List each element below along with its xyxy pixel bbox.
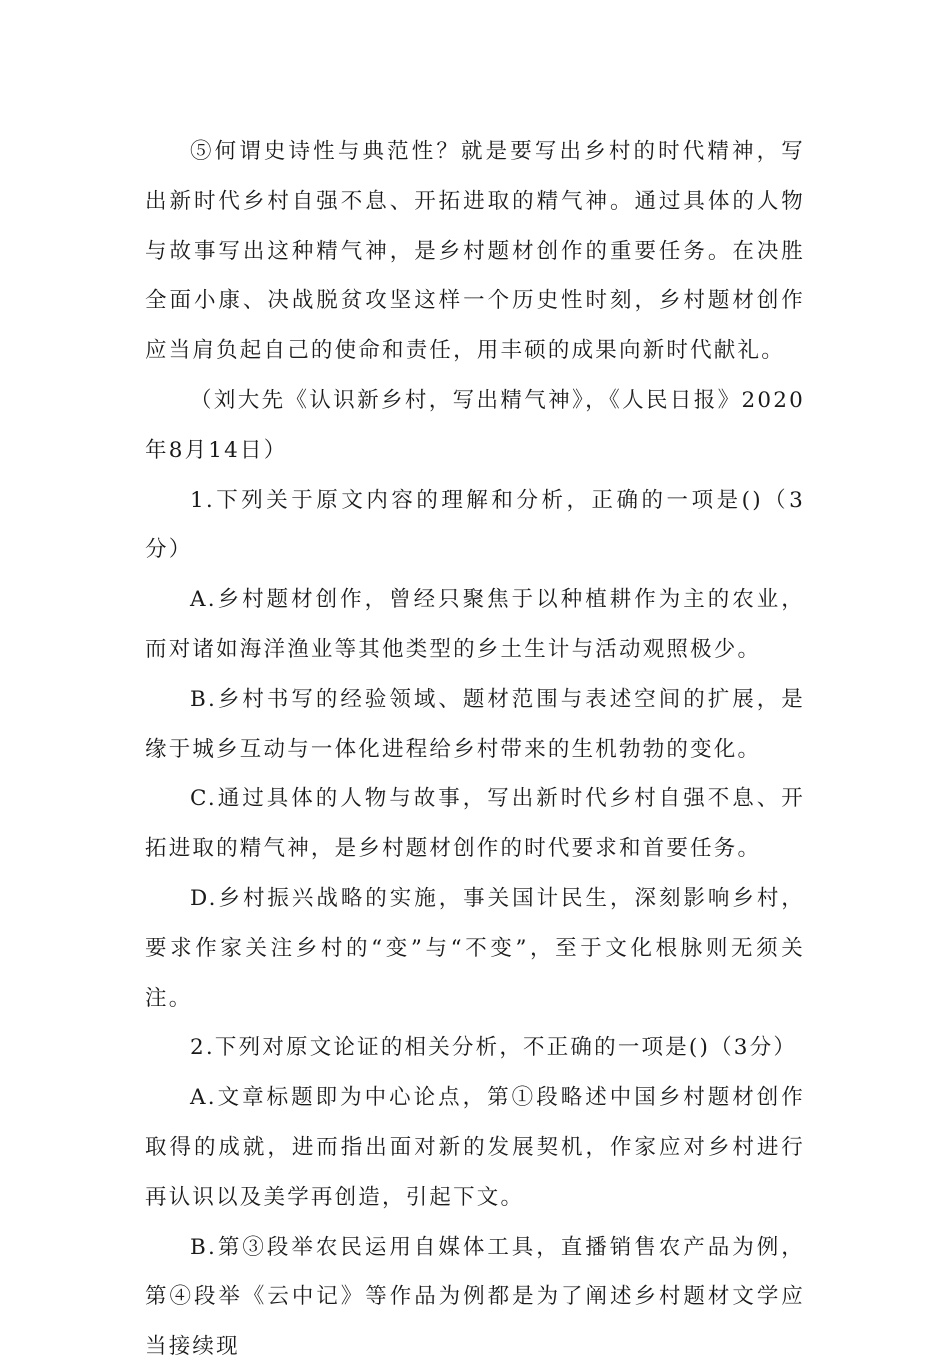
question-1: 1.下列关于原文内容的理解和分析，正确的一项是()（3分） — [145, 487, 805, 563]
question-2-option-b: B.第③段举农民运用自媒体工具，直播销售农产品为例，第④段举《云中记》等作品为例都是为了阐述乡村题材文学应当接续现 — [145, 1234, 805, 1360]
question-1-option-b: B.乡村书写的经验领域、题材范围与表述空间的扩展，是缘于城乡互动与一体化进程给乡村带来的生机勃勃的变化。 — [145, 686, 805, 762]
document-page — [145, 127, 805, 1372]
question-2: 2.下列对原文论证的相关分析，不正确的一项是()（3分） — [190, 1035, 798, 1061]
question-1-option-c: C.通过具体的人物与故事，写出新时代乡村自强不息、开拓进取的精气神，是乡村题材创作的时代要求和首要任务。 — [145, 786, 805, 862]
citation: （刘大先《认识新乡村，写出精气神》，《人民日报》2020年8月14日） — [145, 387, 805, 463]
question-2-option-a: A.文章标题即为中心论点，第①段略述中国乡村题材创作取得的成就，进而指出面对新的发展契机，作家应对乡村进行再认识以及美学再创造，引起下文。 — [145, 1085, 805, 1210]
question-1-option-a: A.乡村题材创作，曾经只聚焦于以种植耕作为主的农业，而对诸如海洋渔业等其他类型的乡土生计与活动观照极少。 — [145, 587, 805, 662]
question-1-option-d: D.乡村振兴战略的实施，事关国计民生，深刻影响乡村，要求作家关注乡村的“变”与“不变”，至于文化根脉则无须关注。 — [145, 885, 805, 1011]
paragraph-5: ⑤何谓史诗性与典范性？就是要写出乡村的时代精神，写出新时代乡村自强不息、开拓进取的精气神。通过具体的人物与故事写出这种精气神，是乡村题材创作的重要任务。在决胜全面小康、决战脱贫攻坚这样一个历史性时刻，乡村题材创作应当肩负起自己的使命和责任，用丰硕的成果向新时代献礼。 — [145, 139, 805, 364]
